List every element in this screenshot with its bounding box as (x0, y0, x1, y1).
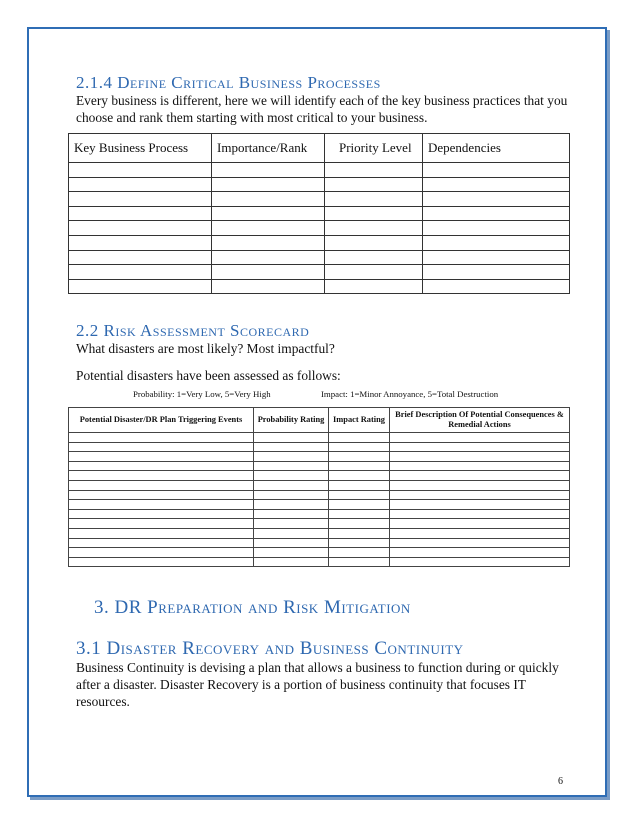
table-cell[interactable] (423, 221, 570, 236)
table-cell[interactable] (390, 528, 570, 538)
table-row (69, 206, 570, 221)
table-cell[interactable] (69, 206, 212, 221)
header-priority-level: Priority Level (325, 134, 423, 163)
table-row (69, 471, 570, 481)
header-dependencies: Dependencies (423, 134, 570, 163)
header-importance-rank: Importance/Rank (212, 134, 325, 163)
impact-legend: Impact: 1=Minor Annoyance, 5=Total Destruction (321, 389, 499, 399)
table-cell[interactable] (325, 206, 423, 221)
table-cell[interactable] (390, 442, 570, 452)
table-cell[interactable] (69, 452, 254, 462)
table-cell[interactable] (329, 471, 390, 481)
table-cell[interactable] (329, 519, 390, 529)
table-cell[interactable] (325, 177, 423, 192)
table-cell[interactable] (390, 557, 570, 567)
risk-scorecard-body (69, 433, 570, 567)
table-row (69, 163, 570, 178)
table-cell[interactable] (390, 500, 570, 510)
table-cell[interactable] (69, 235, 212, 250)
section-2-1-4-text: Every business is different, here we will identify each of the key business practices that you choose and rank them starting with most critical to your business. (76, 93, 568, 125)
table-cell[interactable] (69, 433, 254, 443)
table-cell[interactable] (390, 433, 570, 443)
table-cell[interactable] (325, 279, 423, 294)
table-cell[interactable] (325, 250, 423, 265)
table-cell[interactable] (69, 265, 212, 280)
table-cell[interactable] (254, 509, 329, 519)
table-row (69, 177, 570, 192)
table-cell[interactable] (254, 452, 329, 462)
table-cell[interactable] (325, 163, 423, 178)
table-cell[interactable] (69, 177, 212, 192)
table-cell[interactable] (423, 177, 570, 192)
table-row (69, 538, 570, 548)
section-3-heading: 3. DR Preparation and Risk Mitigation (94, 597, 411, 618)
probability-legend: Probability: 1=Very Low, 5=Very High (133, 389, 271, 399)
table-cell[interactable] (212, 279, 325, 294)
table-cell[interactable] (212, 250, 325, 265)
table-cell[interactable] (390, 548, 570, 558)
table-cell[interactable] (390, 452, 570, 462)
table-cell[interactable] (69, 538, 254, 548)
table-cell[interactable] (69, 461, 254, 471)
table-cell[interactable] (212, 221, 325, 236)
table-row (69, 519, 570, 529)
table-cell[interactable] (423, 206, 570, 221)
section-3-1-heading: 3.1 Disaster Recovery and Business Continuity (76, 638, 464, 659)
table-cell[interactable] (254, 500, 329, 510)
table-cell[interactable] (329, 528, 390, 538)
risk-scorecard-table (68, 407, 570, 567)
header-impact-rating: Impact Rating (329, 408, 390, 433)
table-cell[interactable] (423, 279, 570, 294)
table-cell[interactable] (69, 519, 254, 529)
table-cell[interactable] (69, 279, 212, 294)
table-cell[interactable] (254, 548, 329, 558)
table-row (69, 433, 570, 443)
table-row (69, 265, 570, 280)
table-cell[interactable] (329, 500, 390, 510)
table-cell[interactable] (69, 509, 254, 519)
table-cell[interactable] (254, 433, 329, 443)
table-cell[interactable] (329, 480, 390, 490)
table-cell[interactable] (329, 490, 390, 500)
section-2-2-intro: Potential disasters have been assessed as follows: (76, 368, 341, 383)
table-header-row (69, 408, 570, 433)
table-cell[interactable] (254, 557, 329, 567)
table-row (69, 461, 570, 471)
table-row (69, 557, 570, 567)
table-cell[interactable] (423, 265, 570, 280)
table-row (69, 235, 570, 250)
table-row (69, 452, 570, 462)
table-cell[interactable] (423, 163, 570, 178)
table-cell[interactable] (69, 528, 254, 538)
table-cell[interactable] (212, 206, 325, 221)
table-cell[interactable] (390, 538, 570, 548)
table-cell[interactable] (254, 461, 329, 471)
table-cell[interactable] (212, 163, 325, 178)
table-cell[interactable] (254, 528, 329, 538)
table-cell[interactable] (329, 452, 390, 462)
table-cell[interactable] (390, 461, 570, 471)
table-cell[interactable] (390, 490, 570, 500)
business-processes-table (68, 133, 570, 294)
table-cell[interactable] (254, 519, 329, 529)
table-cell[interactable] (254, 538, 329, 548)
table-row (69, 528, 570, 538)
table-cell[interactable] (390, 480, 570, 490)
header-probability-rating: Probability Rating (254, 408, 329, 433)
header-key-business-process: Key Business Process (69, 134, 212, 163)
table-cell[interactable] (254, 442, 329, 452)
table-cell[interactable] (329, 557, 390, 567)
table-cell[interactable] (325, 235, 423, 250)
table-cell[interactable] (69, 442, 254, 452)
section-3-1-text: Business Continuity is devising a plan that allows a business to function during or quickly after a disaster. Disaster Recovery is a portion of business continuity that focuses IT resources. (76, 660, 559, 709)
table-row (69, 279, 570, 294)
table-row (69, 509, 570, 519)
table-cell[interactable] (390, 509, 570, 519)
table-cell[interactable] (69, 557, 254, 567)
table-cell[interactable] (254, 471, 329, 481)
table-cell[interactable] (390, 471, 570, 481)
table-row (69, 548, 570, 558)
table-cell[interactable] (423, 250, 570, 265)
table-cell[interactable] (69, 221, 212, 236)
table-cell[interactable] (423, 235, 570, 250)
table-cell[interactable] (69, 500, 254, 510)
table-row (69, 221, 570, 236)
table-cell[interactable] (390, 519, 570, 529)
table-cell[interactable] (329, 461, 390, 471)
table-cell[interactable] (254, 480, 329, 490)
page-number: 6 (558, 776, 563, 787)
table-cell[interactable] (329, 509, 390, 519)
table-cell[interactable] (69, 250, 212, 265)
business-processes-body (69, 163, 570, 294)
table-cell[interactable] (69, 192, 212, 207)
table-cell[interactable] (69, 163, 212, 178)
table-header-row (69, 134, 570, 163)
table-row (69, 192, 570, 207)
table-cell[interactable] (325, 192, 423, 207)
section-2-1-4-heading: 2.1.4 Define Critical Business Processes (76, 73, 381, 92)
table-row (69, 250, 570, 265)
table-cell[interactable] (325, 221, 423, 236)
table-cell[interactable] (329, 433, 390, 443)
section-2-2-question: What disasters are most likely? Most impactful? (76, 341, 335, 356)
table-cell[interactable] (69, 471, 254, 481)
table-cell[interactable] (212, 177, 325, 192)
table-row (69, 442, 570, 452)
table-cell[interactable] (329, 442, 390, 452)
table-row (69, 480, 570, 490)
table-cell[interactable] (69, 548, 254, 558)
table-cell[interactable] (329, 548, 390, 558)
table-cell[interactable] (329, 538, 390, 548)
header-brief-description: Brief Description Of Potential Consequences & Remedial Actions (390, 408, 570, 433)
table-cell[interactable] (325, 265, 423, 280)
section-2-2-heading: 2.2 Risk Assessment Scorecard (76, 321, 310, 340)
table-cell[interactable] (212, 192, 325, 207)
table-cell[interactable] (212, 265, 325, 280)
table-cell[interactable] (212, 235, 325, 250)
header-potential-disaster: Potential Disaster/DR Plan Triggering Events (69, 408, 254, 433)
table-cell[interactable] (254, 490, 329, 500)
table-row (69, 490, 570, 500)
table-row (69, 500, 570, 510)
table-cell[interactable] (69, 480, 254, 490)
table-cell[interactable] (69, 490, 254, 500)
table-cell[interactable] (423, 192, 570, 207)
